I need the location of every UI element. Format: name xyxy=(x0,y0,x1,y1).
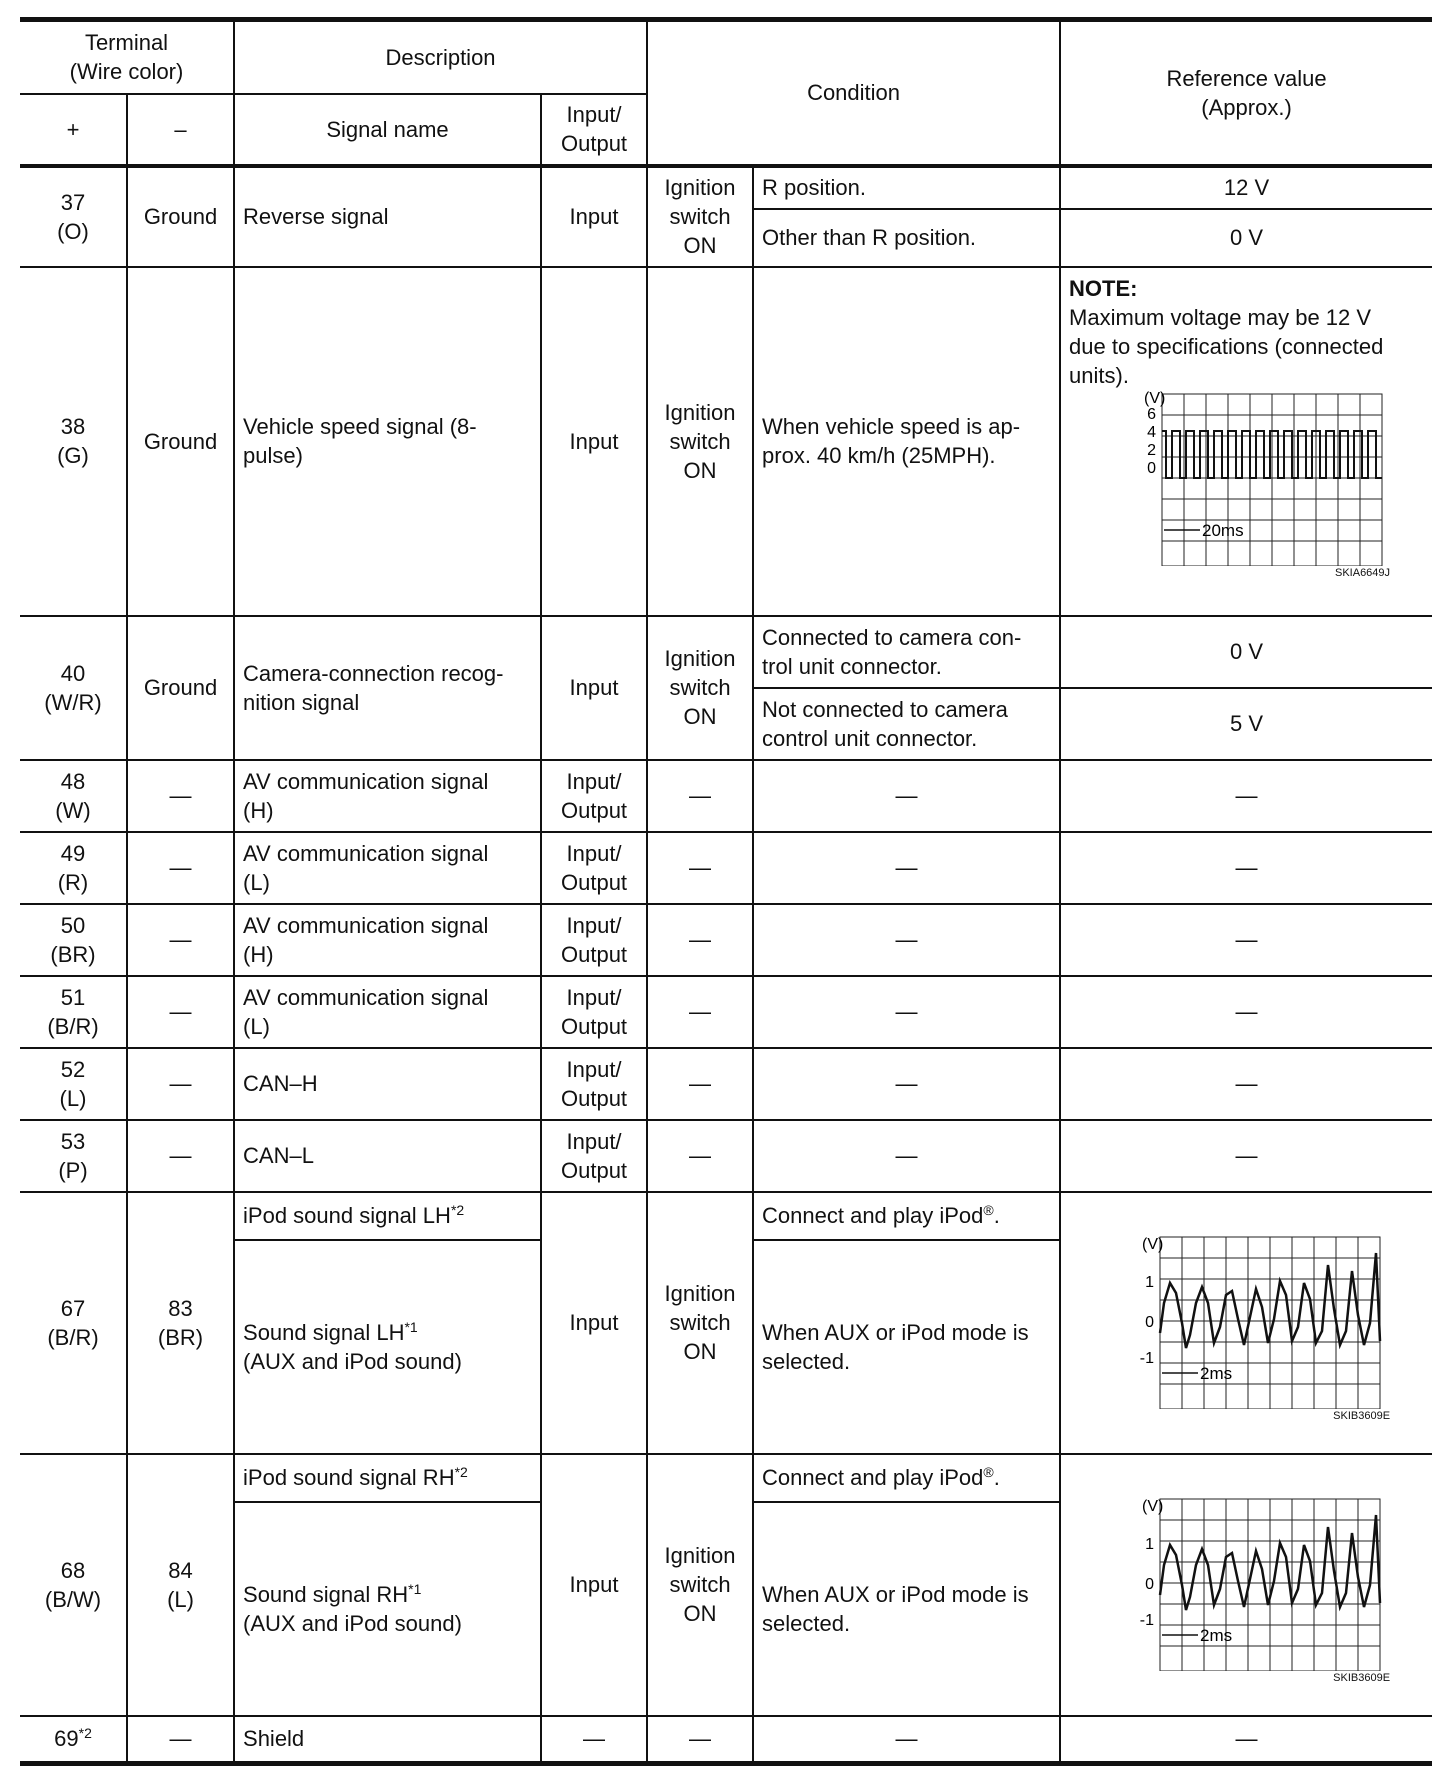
signal-name-cell xyxy=(234,1502,541,1716)
signal-name-cell: AV communication signal (H) xyxy=(234,760,541,832)
condition-main-cell: Ignition switch ON xyxy=(647,616,753,760)
header-minus: – xyxy=(127,94,234,166)
signal-name-cell: AV communication signal (L) xyxy=(234,832,541,904)
terminal-cell: 53 (P) xyxy=(20,1120,127,1192)
wave-tick: 0 xyxy=(1144,1313,1154,1331)
footnote-mark: *1 xyxy=(408,1580,422,1597)
wave-time: 2ms xyxy=(1199,1363,1232,1383)
wave-tick: 4 xyxy=(1146,423,1156,441)
condition-cell: — xyxy=(753,1716,1060,1764)
terminal-number: 69 xyxy=(54,1726,79,1752)
io-cell: Input/ Output xyxy=(541,760,647,832)
registered-mark: ® xyxy=(983,1202,994,1218)
reference-cell: — xyxy=(1060,1048,1432,1120)
io-cell: Input/ Output xyxy=(541,1120,647,1192)
condition-main-cell: Ignition switch ON xyxy=(647,1454,753,1716)
condition-cell: Other than R position. xyxy=(753,209,1060,267)
wave-tick: 6 xyxy=(1146,405,1156,423)
table-row xyxy=(20,1120,1432,1192)
condition-cell: — xyxy=(753,832,1060,904)
minus-cell: 83 (BR) xyxy=(127,1192,234,1454)
figure-code: SKIA6649J xyxy=(1335,566,1391,579)
footnote-mark: *1 xyxy=(404,1318,418,1335)
audio-waveform xyxy=(1102,1485,1392,1671)
footnote-mark: *2 xyxy=(454,1464,468,1480)
signal-text: Sound signal RH xyxy=(243,1581,409,1607)
condition-cell: — xyxy=(753,1048,1060,1120)
registered-mark: ® xyxy=(983,1464,994,1480)
condition-cell: Not connected to camera control unit connector. xyxy=(753,688,1060,760)
io-cell: Input/ Output xyxy=(541,976,647,1048)
footnote-mark: *2 xyxy=(450,1202,465,1218)
reference-cell: 0 V xyxy=(1060,616,1432,688)
io-cell: Input xyxy=(541,166,647,267)
wave-tick: 1 xyxy=(1144,1535,1154,1553)
condition-cell: R position. xyxy=(753,166,1060,209)
minus-cell: — xyxy=(127,832,234,904)
minus-cell: Ground xyxy=(127,166,234,267)
reference-cell: — xyxy=(1060,832,1432,904)
period: . xyxy=(993,1465,1000,1490)
condition-main-cell: — xyxy=(647,832,753,904)
signal-subtext: (AUX and iPod sound) xyxy=(243,1610,462,1636)
signal-text: iPod sound signal RH xyxy=(243,1465,455,1490)
condition-main-cell: — xyxy=(647,904,753,976)
minus-cell: — xyxy=(127,760,234,832)
condition-cell xyxy=(753,1192,1060,1240)
condition-main-cell: — xyxy=(647,1048,753,1120)
condition-text: Connect and play iPod xyxy=(762,1465,984,1490)
terminal-cell: 37 (O) xyxy=(20,166,127,267)
audio-waveform xyxy=(1102,1223,1392,1409)
reference-cell: — xyxy=(1060,976,1432,1048)
signal-name-cell xyxy=(234,1454,541,1502)
wave-tick: -1 xyxy=(1139,1349,1154,1367)
signal-text: Sound signal LH xyxy=(243,1319,405,1345)
table-row xyxy=(20,760,1432,832)
terminal-cell: 51 (B/R) xyxy=(20,976,127,1048)
reference-cell: — xyxy=(1060,904,1432,976)
table-row xyxy=(20,166,1432,209)
note-title: NOTE: xyxy=(1069,275,1138,301)
table-row xyxy=(20,1048,1432,1120)
terminal-cell: 38 (G) xyxy=(20,267,127,616)
note-text: Maximum voltage may be 12 V due to specifications (connected units). xyxy=(1069,304,1384,388)
reference-cell: 5 V xyxy=(1060,688,1432,760)
reference-cell xyxy=(1060,267,1432,616)
condition-cell: When vehicle speed is ap- prox. 40 km/h (25MPH). xyxy=(753,267,1060,616)
terminal-cell: 52 (L) xyxy=(20,1048,127,1120)
reference-cell: — xyxy=(1060,760,1432,832)
terminal-table xyxy=(20,17,1432,1766)
io-cell: Input xyxy=(541,616,647,760)
signal-name-cell: CAN–H xyxy=(234,1048,541,1120)
header-reference: Reference value (Approx.) xyxy=(1060,20,1432,166)
wave-tick: 0 xyxy=(1146,459,1156,477)
reference-cell: — xyxy=(1060,1120,1432,1192)
terminal-cell: 67 (B/R) xyxy=(20,1192,127,1454)
io-cell: Input/ Output xyxy=(541,832,647,904)
minus-cell: Ground xyxy=(127,616,234,760)
terminal-cell: 48 (W) xyxy=(20,760,127,832)
reference-cell: 0 V xyxy=(1060,209,1432,267)
signal-name-cell xyxy=(234,1240,541,1454)
io-cell: Input xyxy=(541,267,647,616)
terminal-cell: 40 (W/R) xyxy=(20,616,127,760)
io-cell: Input/ Output xyxy=(541,1048,647,1120)
wave-unit: (V) xyxy=(1141,1235,1163,1253)
condition-main-cell: — xyxy=(647,1120,753,1192)
condition-main-cell: Ignition switch ON xyxy=(647,267,753,616)
header-plus: + xyxy=(20,94,127,166)
table-row xyxy=(20,267,1432,616)
wave-time: 2ms xyxy=(1199,1625,1232,1645)
table-row xyxy=(20,616,1432,688)
condition-cell: When AUX or iPod mode is selected. xyxy=(753,1502,1060,1716)
terminal-cell: 50 (BR) xyxy=(20,904,127,976)
condition-cell: — xyxy=(753,976,1060,1048)
signal-name-cell: AV communication signal (L) xyxy=(234,976,541,1048)
terminal-cell: 68 (B/W) xyxy=(20,1454,127,1716)
header-condition: Condition xyxy=(647,20,1060,166)
minus-cell: Ground xyxy=(127,267,234,616)
io-cell: Input/ Output xyxy=(541,904,647,976)
reference-cell xyxy=(1060,1192,1432,1454)
terminal-cell: 49 (R) xyxy=(20,832,127,904)
table-row xyxy=(20,1192,1432,1240)
wave-time: 20ms xyxy=(1201,520,1244,540)
wave-unit: (V) xyxy=(1141,1497,1163,1515)
signal-text: iPod sound signal LH xyxy=(243,1203,451,1228)
signal-name-cell: Shield xyxy=(234,1716,541,1764)
signal-name-cell: AV communication signal (H) xyxy=(234,904,541,976)
wave-tick: 0 xyxy=(1144,1575,1154,1593)
wave-tick: 2 xyxy=(1146,441,1156,459)
condition-cell: When AUX or iPod mode is selected. xyxy=(753,1240,1060,1454)
condition-cell: Connected to camera con- trol unit connector. xyxy=(753,616,1060,688)
minus-cell: — xyxy=(127,1048,234,1120)
signal-name-cell: Camera-connection recog- nition signal xyxy=(234,616,541,760)
header-io: Input/ Output xyxy=(541,94,647,166)
condition-main-cell: Ignition switch ON xyxy=(647,166,753,267)
condition-main-cell: — xyxy=(647,760,753,832)
wave-unit: (V) xyxy=(1143,389,1165,407)
condition-cell xyxy=(753,1454,1060,1502)
signal-name-cell: Reverse signal xyxy=(234,166,541,267)
signal-subtext: (AUX and iPod sound) xyxy=(243,1348,462,1374)
condition-cell: — xyxy=(753,760,1060,832)
minus-cell: — xyxy=(127,904,234,976)
condition-main-cell: — xyxy=(647,1716,753,1764)
wave-tick: 1 xyxy=(1144,1273,1154,1291)
signal-name-cell: Vehicle speed signal (8- pulse) xyxy=(234,267,541,616)
header-signal-name: Signal name xyxy=(234,94,541,166)
reference-cell xyxy=(1060,1454,1432,1716)
table-row xyxy=(20,976,1432,1048)
minus-cell: — xyxy=(127,1716,234,1764)
condition-main-cell: Ignition switch ON xyxy=(647,1192,753,1454)
reference-cell: — xyxy=(1060,1716,1432,1764)
io-cell: — xyxy=(541,1716,647,1764)
condition-text: Connect and play iPod xyxy=(762,1203,984,1228)
minus-cell: — xyxy=(127,1120,234,1192)
minus-cell: — xyxy=(127,976,234,1048)
footnote-mark: *2 xyxy=(78,1725,92,1742)
condition-cell: — xyxy=(753,904,1060,976)
reference-cell: 12 V xyxy=(1060,166,1432,209)
condition-main-cell: — xyxy=(647,976,753,1048)
figure-code: SKIB3609E xyxy=(1333,1409,1391,1422)
io-cell: Input xyxy=(541,1192,647,1454)
condition-cell: — xyxy=(753,1120,1060,1192)
table-row xyxy=(20,1716,1432,1764)
pulse-waveform xyxy=(1102,390,1392,566)
signal-name-cell xyxy=(234,1192,541,1240)
table-row xyxy=(20,904,1432,976)
wave-tick: -1 xyxy=(1139,1611,1154,1629)
period: . xyxy=(993,1203,1000,1228)
terminal-cell xyxy=(20,1716,127,1764)
header-description: Description xyxy=(234,20,647,94)
signal-name-cell: CAN–L xyxy=(234,1120,541,1192)
header-terminal: Terminal (Wire color) xyxy=(20,20,234,94)
table-row xyxy=(20,1454,1432,1502)
figure-code: SKIB3609E xyxy=(1333,1671,1391,1684)
minus-cell: 84 (L) xyxy=(127,1454,234,1716)
io-cell: Input xyxy=(541,1454,647,1716)
table-row xyxy=(20,832,1432,904)
